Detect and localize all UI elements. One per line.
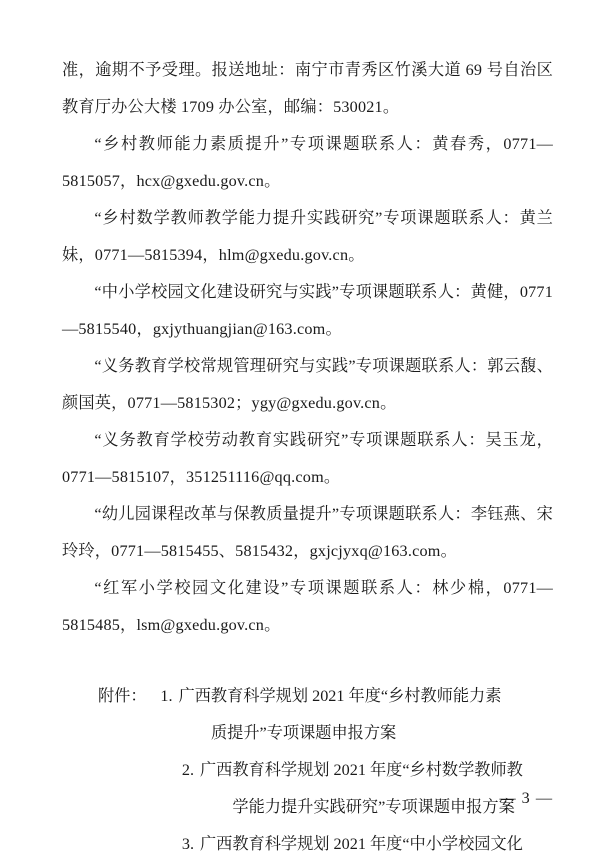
attachment-number-3: 3. xyxy=(181,835,194,853)
paragraph-contact-rural-teacher-capacity: “乡村教师能力素质提升”专项课题联系人：黄春秀，0771—5815057，hcx@gxedu.gov.cn。 xyxy=(62,135,553,190)
attachment-text-1-line1: 广西教育科学规划 2021 年度“乡村教师能力素 xyxy=(178,687,502,705)
page-number: — 3 — xyxy=(499,789,553,807)
paragraph-contact-routine-management: “义务教育学校常规管理研究与实践”专项课题联系人：郭云馥、颜国英，0771—5815302；ygy@gxedu.gov.cn。 xyxy=(62,357,553,412)
attachment-text-1-line2: 质提升”专项课题申报方案 xyxy=(210,724,397,742)
attachment-text-2-line1: 广西教育科学规划 2021 年度“乡村数学教师教 xyxy=(200,761,523,779)
attachment-number-2: 2. xyxy=(181,761,194,779)
attachment-number-1: 1. xyxy=(160,687,173,705)
paragraph-address: 准，逾期不予受理。报送地址：南宁市青秀区竹溪大道 69 号自治区教育厅办公大楼 1709 办公室，邮编：530021。 xyxy=(62,61,553,116)
paragraph-contact-red-army-school: “红军小学校园文化建设”专项课题联系人：林少棉，0771—5815485，lsm@gxedu.gov.cn。 xyxy=(62,579,553,634)
document-body xyxy=(62,52,553,644)
attachment-list xyxy=(62,678,553,863)
attachment-item-1 xyxy=(62,678,553,752)
paragraph-contact-kindergarten-curriculum: “幼儿园课程改革与保教质量提升”专项课题联系人：李钰燕、宋玲玲，0771—5815455、5815432，gxjcjyxq@163.com。 xyxy=(62,505,553,560)
attachment-text-1 xyxy=(173,678,553,752)
attachment-item-3 xyxy=(62,826,553,863)
attachment-text-3 xyxy=(194,826,553,863)
attachment-label: 附件： xyxy=(98,687,147,705)
attachment-text-2-line2: 学能力提升实践研究”专项课题申报方案 xyxy=(232,798,515,816)
paragraph-contact-labor-education: “义务教育学校劳动教育实践研究”专项课题联系人：吴玉龙，0771—5815107，351251116@qq.com。 xyxy=(62,431,553,486)
attachment-text-3-line1: 广西教育科学规划 2021 年度“中小学校园文化 xyxy=(200,835,523,853)
paragraph-contact-campus-culture: “中小学校园文化建设研究与实践”专项课题联系人：黄健，0771—5815540，gxjythuangjian@163.com。 xyxy=(62,283,553,338)
paragraph-contact-rural-math-teaching: “乡村数学教师教学能力提升实践研究”专项课题联系人：黄兰妹，0771—5815394，hlm@gxedu.gov.cn。 xyxy=(62,209,553,264)
